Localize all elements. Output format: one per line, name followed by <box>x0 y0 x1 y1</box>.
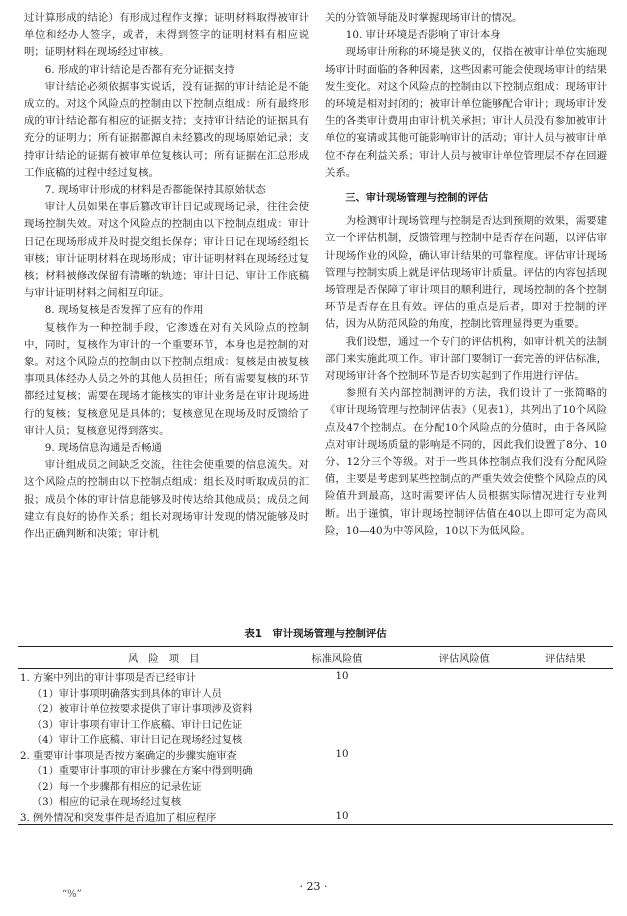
subheading: 10. 审计环境是否影响了审计本身 <box>345 29 501 42</box>
result-cell <box>518 747 613 763</box>
standard-value-cell <box>310 685 411 701</box>
paragraph: 审计人员如果在事后篡改审计日记或现场记录，往往会使现场控制失效。对这个风险点的控制由以下控制点组成：审计日记在现场形成并及时提交组长保存；审计日记在现场经组长审核；审计证明材料在现场形成；审计证明材料在现场经过复核；材料被修改保留有清晰的轨迹；审计日记、审计工作底稿与审计证明材料之间相互印证。 <box>24 201 309 300</box>
header-evaluated-value: 评估风险值 <box>411 647 518 669</box>
evaluation-table <box>18 646 613 825</box>
paragraph: 关的分管领导能及时掌握现场审计的情况。 <box>325 12 523 24</box>
evaluated-value-cell <box>411 731 518 747</box>
section-heading: 三、审计现场管理与控制的评估 <box>345 193 489 205</box>
subheading: 7. 现场审计形成的材料是否都能保持其原始状态 <box>44 184 266 197</box>
subheading: 6. 形成的审计结论是否都有充分证据支持 <box>44 63 235 76</box>
result-cell <box>518 762 613 778</box>
paragraph: 我们设想，通过一个专门的评估机构，如审计机关的法制部门来实施此项工作。审计部门要制订一套完善的评估标准，对现场审计各个控制环节是否切实起到了作用进行评估。 <box>325 335 607 383</box>
risk-item-cell: （4）审计工作底稿、审计日记在现场经过复核 <box>32 735 243 747</box>
result-cell <box>518 669 613 685</box>
risk-item-cell: （1）重要审计事项的审计步骤在方案中得到明确 <box>32 766 253 778</box>
subheading: 9. 现场信息沟通是否畅通 <box>44 442 162 455</box>
table-row <box>18 778 613 794</box>
evaluated-value-cell <box>411 716 518 732</box>
right-column <box>325 10 607 540</box>
result-cell <box>518 809 613 825</box>
result-cell <box>518 731 613 747</box>
table-row <box>18 669 613 685</box>
table-row <box>18 731 613 747</box>
risk-item-cell: （2）被审计单位按要求提供了审计事项涉及资料 <box>32 704 253 716</box>
evaluated-value-cell <box>411 747 518 763</box>
paragraph: 现场审计所称的环境是狭义的，仅指在被审计单位实施现场审计时面临的各种因素，这些因素可能会使现场审计的结果发生变化。对这个风险点的控制由以下控制点组成：现场审计的环境是相对封闭的；被审计单位能够配合审计；现场审计发生的各类审计费用由审计机关承担；审计人员没有参加被审计单位的宴请或其他可能影响审计的活动；审计人员与被审计单位不存在利益关系；审计人员与被审计单位管理层不存在回避关系。 <box>325 46 607 179</box>
risk-item-cell: （3）相应的记录在现场经过复核 <box>32 797 182 809</box>
evaluated-value-cell <box>411 793 518 809</box>
evaluated-value-cell <box>411 685 518 701</box>
paragraph: 审计结论必须依据事实说话，没有证据的审计结论是不能成立的。对这个风险点的控制由以下控制点组成：所有最终形成的审计结论都有相应的证据支持；支持审计结论的证据具有充分的证明力；所有证据都源自未经篡改的现场原始记录；支持审计结论的证据有被审单位复核认可；所有证据在汇总形成工作底稿的过程中经过复核。 <box>24 80 309 179</box>
standard-value-cell <box>310 762 411 778</box>
paragraph: 参照有关内部控制测评的方法，我们设计了一张简略的《审计现场管理与控制评估表》（见表1），共列出了10个风险点及47个控制点。在分配10个风险点的分值时，由于各风险点对审计现场质量的影响是不同的，因此我们设置了8分、10分、12分三个等级。对于一些具体控制点我们没有分配风险值，主要是考虑到某些控制点的严重失效会使整个风险点的风险值升到最高，这时需要评估人员根据实际情况进行专业判断。出于谨慎，审计现场控制评估值在40以上即可定为高风险，10—40为中等风险，10以下为低风险。 <box>325 387 607 537</box>
evaluation-table-section <box>18 625 613 825</box>
risk-item-cell: 3. 例外情况和突发事件是否追加了相应程序 <box>20 812 217 824</box>
evaluated-value-cell <box>411 809 518 825</box>
risk-item-cell: （3）审计事项有审计工作底稿、审计日记佐证 <box>32 719 243 731</box>
standard-value-cell <box>310 731 411 747</box>
evaluated-value-cell <box>411 700 518 716</box>
table-row <box>18 716 613 732</box>
result-cell <box>518 778 613 794</box>
standard-value-cell <box>310 778 411 794</box>
paragraph: 审计组成员之间缺乏交流，往往会使重要的信息流失。对这个风险点的控制由以下控制点组成：组长及时听取成员的汇报；成员个体的审计信息能够及时传达给其他成员；成员之间建立有良好的协作关系；组长对现场审计发现的情况能够及时作出正确判断和决策；审计机 <box>24 459 309 541</box>
header-result: 评估结果 <box>518 647 613 669</box>
table-row <box>18 793 613 809</box>
standard-value-cell: 10 <box>335 748 349 760</box>
risk-item-cell: 1. 方案中列出的审计事项是否已经审计 <box>20 673 196 685</box>
left-column <box>24 10 309 543</box>
evaluated-value-cell <box>411 778 518 794</box>
table-row <box>18 700 613 716</box>
standard-value-cell: 10 <box>335 671 349 683</box>
table-title: 表1 审计现场管理与控制评估 <box>244 628 387 640</box>
paragraph: 为检测审计现场管理与控制是否达到预期的效果，需要建立一个评估机制，反馈管理与控制中是否存在问题，以评估审计现场作业的风险，确认审计结果的可靠程度。评估审计现场管理与控制实质上就是评估现场审计质量。评估的内容包括现场管理是否保障了审计项目的顺利进行，现场控制的各个控制环节是否存在且有效。评估的重点是后者，即对于控制的评估，因为从防范风险的角度，控制比管理显得更为重要。 <box>325 215 607 331</box>
result-cell <box>518 685 613 701</box>
table-row <box>18 685 613 701</box>
result-cell <box>518 700 613 716</box>
page-number: · 23 · <box>299 880 328 893</box>
standard-value-cell <box>310 793 411 809</box>
table-row <box>18 747 613 763</box>
paragraph: 复核作为一种控制手段，它渗透在对有关风险点的控制中，同时，复核作为审计的一个重要环节，本身也是控制的对象。对这个风险点的控制由以下控制点组成：复核是由被复核事项具体经办人员之外的其他人员担任；所有需要复核的环节都经过复核；需要在现场才能核实的审计业务是在审计现场进行的复核；复核意见是具体的；复核意见在现场及时反馈给了审计人员；复核意见得到落实。 <box>24 321 309 437</box>
standard-value-cell <box>310 716 411 732</box>
result-cell <box>518 793 613 809</box>
standard-value-cell: 10 <box>335 810 349 822</box>
header-standard-value: 标准风险值 <box>310 647 411 669</box>
table-row <box>18 809 613 825</box>
risk-item-cell: 2. 重要审计事项是否按方案确定的步骤实施审查 <box>20 750 237 762</box>
footer-mark: “%” <box>62 889 82 900</box>
subheading: 8. 现场复核是否发挥了应有的作用 <box>44 304 204 317</box>
table-header-row <box>18 647 613 669</box>
standard-value-cell <box>310 700 411 716</box>
risk-item-cell: （2）每一个步骤都有相应的记录佐证 <box>32 781 202 793</box>
header-risk-item: 风 险 项 目 <box>18 647 310 669</box>
table-row <box>18 762 613 778</box>
evaluated-value-cell <box>411 762 518 778</box>
evaluated-value-cell <box>411 669 518 685</box>
result-cell <box>518 716 613 732</box>
paragraph: 过计算形成的结论）有形成过程作支撑；证明材料取得被审计单位和经办人签字，或者，未得到签字的证明材料有相应说明；证明材料在现场经过审核。 <box>24 12 309 59</box>
risk-item-cell: （1）审计事项明确落实到具体的审计人员 <box>32 688 222 700</box>
